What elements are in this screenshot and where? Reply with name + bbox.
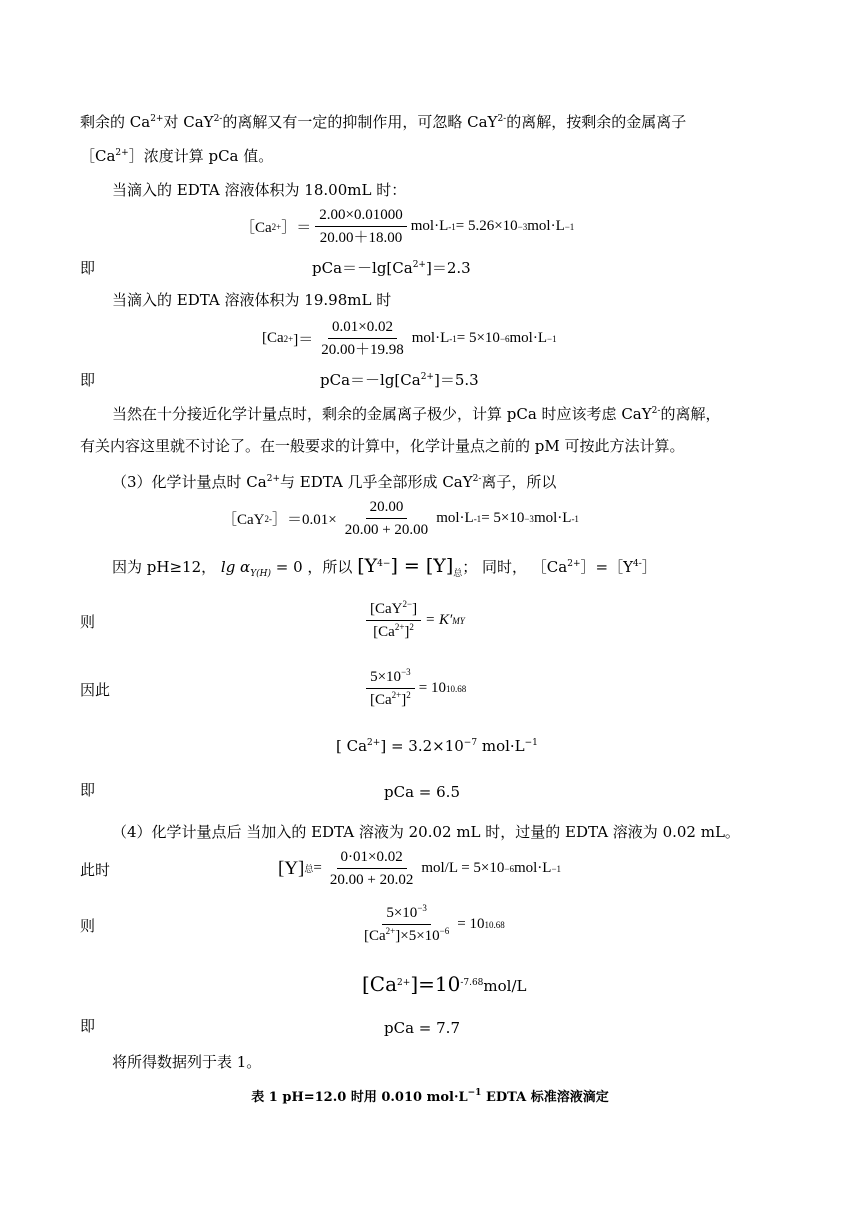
equation: pCa = 7.7 (384, 1019, 460, 1037)
text: = 5×10 (481, 510, 525, 526)
text: mol/L (483, 977, 527, 995)
fraction (317, 318, 408, 359)
superscript: −1 (467, 1088, 482, 1098)
fraction (315, 206, 406, 247)
numerator: 0·01×0.02 (337, 848, 407, 869)
equation (336, 736, 538, 756)
equation: ［CaY 2- ］＝0.01× $\frac{20.00}{20.00 + 20.00}$ mol·L -1 = 5×10 −3 mol·L -1 (222, 499, 579, 538)
superscript: 2+ (367, 738, 381, 748)
text: ] = 3.2×10 (380, 737, 464, 755)
numerator (382, 904, 431, 925)
superscript: 2+ (266, 474, 281, 484)
text: [Ca (364, 928, 386, 944)
text: mol·L (436, 510, 474, 526)
denominator (360, 925, 453, 945)
text: [Ca (373, 624, 395, 640)
superscript: 2 (406, 690, 411, 700)
text: = (313, 860, 322, 876)
text: [Ca (362, 972, 398, 996)
text: ] (412, 601, 418, 617)
denominator (369, 621, 418, 641)
equation: ［Ca 2+ ］＝ $\frac{2.00\times 0.01000}{20.00+18.00}$ mol·L -1 = 5.26×10 −3 mol·L −1 (240, 207, 575, 246)
numerator: 2.00×0.01000 (315, 206, 406, 227)
text: （3）化学计量点时 Ca (112, 473, 267, 491)
text: pCa＝－lg[Ca (312, 259, 413, 277)
superscript: −3 (401, 667, 411, 677)
fraction (326, 848, 417, 889)
text: 剩余的 Ca (80, 113, 151, 131)
superscript: 2+ (420, 372, 434, 382)
equation: pCa = 6.5 (384, 783, 460, 801)
text: 对 CaY (163, 113, 214, 131)
text: = 5.26×10 (455, 218, 518, 234)
text: mol·L (411, 330, 450, 346)
text: EDTA 标准溶液滴定 (481, 1090, 609, 1105)
text: ]×5×10 (395, 928, 440, 944)
text: ］ (641, 558, 657, 576)
text: mol·L (527, 218, 565, 234)
superscript: 2- (472, 474, 482, 484)
superscript: 2+ (412, 260, 426, 270)
superscript: 4- (632, 559, 642, 569)
label: 即 (80, 1017, 96, 1035)
superscript: 2+ (391, 690, 402, 700)
text: mol/L = 5×10 (421, 860, 505, 876)
subscript: 总 (453, 569, 463, 579)
paragraph-line (80, 112, 686, 132)
equation (312, 258, 471, 278)
text: ]＝5.3 (433, 371, 479, 389)
step-intro: 当滴入的 EDTA 溶液体积为 19.98mL 时 (112, 291, 392, 309)
text: ] (401, 692, 407, 708)
equation: [Ca 2+ ]＝ $\frac{0.01\times 0.02}{20.00+19.98}$ mol·L -1 = 5×10 −6 mol·L −1 (262, 319, 557, 358)
text: [Y] (278, 857, 305, 879)
equation (362, 972, 527, 998)
label: 因此 (80, 681, 111, 699)
text: ］=［Y (580, 558, 633, 576)
text: = K′ (425, 612, 453, 628)
text: 当然在十分接近化学计量点时，剩余的金属离子极少，计算 pCa 时应该考虑 CaY (112, 405, 652, 423)
paragraph-line (112, 404, 720, 424)
label: 则 (80, 917, 96, 935)
text: 的离解又有一定的抑制作用，可忽略 CaY (222, 113, 498, 131)
paragraph-line (80, 146, 273, 166)
denominator: 20.00＋18.00 (319, 230, 403, 246)
equation (320, 370, 479, 390)
closing-sentence: 将所得数据列于表 1。 (112, 1053, 262, 1071)
superscript: 2 (409, 622, 414, 632)
label: 即 (80, 371, 96, 389)
superscript: 2+ (150, 114, 164, 124)
text: ] (404, 624, 410, 640)
text: [CaY (370, 601, 403, 617)
label: 即 (80, 781, 96, 799)
superscript: 2- (213, 114, 223, 124)
numerator: 20.00 (366, 498, 408, 519)
text: mol·L (477, 737, 525, 755)
fraction (366, 668, 415, 709)
superscript: −1 (524, 738, 538, 748)
text: mol·L (509, 330, 548, 346)
text: ［Ca (80, 147, 116, 165)
text: ； 同时， ［Ca (462, 558, 568, 576)
text: ］＝0.01× (272, 512, 337, 528)
equation: $\frac{[CaY^{2-}]}{[Ca^{2+}]^2}$ = K′ MY (362, 600, 465, 641)
text: pCa＝－lg[Ca (320, 371, 421, 389)
equation: [Y] 总 = $\frac{0\cdot 01\times 0.02}{20.00 + 20.02}$ mol/L = 5×10 −6 mol·L −1 (278, 849, 562, 888)
equation: $\frac{5\times 10^{-3}}{[Ca^{2+}]\times 5\times 10^{-6}}$ = 10 10.68 (356, 904, 505, 945)
superscript: 2+ (394, 622, 405, 632)
text: = 10 (418, 680, 446, 696)
text: 的离解， (660, 405, 721, 423)
label: 此时 (80, 861, 111, 879)
text: mol·L (513, 860, 552, 876)
text: ] = [Y] (390, 555, 454, 577)
text: = 5×10 (456, 330, 500, 346)
denominator: 20.00＋19.98 (321, 342, 404, 358)
text: [ Ca (336, 737, 368, 755)
equation: $\frac{5\times 10^{-3}}{[Ca^{2+}]^2}$ = 10 10.68 (362, 668, 466, 709)
superscript: 2- (651, 406, 661, 416)
text: ［CaY (222, 512, 265, 528)
superscript: 2− (402, 599, 413, 609)
superscript: −7 (463, 738, 478, 748)
superscript: −3 (417, 903, 427, 913)
text: ]=10 (410, 972, 461, 996)
text: 与 EDTA 几乎全部形成 CaY (280, 473, 473, 491)
step-intro: （4）化学计量点后 当加入的 EDTA 溶液为 20.02 mL 时，过量的 EDTA 溶液为 0.02 mL。 (112, 823, 740, 841)
text: mol·L (533, 510, 572, 526)
superscript: 2+ (397, 978, 411, 988)
numerator (366, 668, 415, 689)
numerator (366, 600, 421, 621)
label: 即 (80, 259, 96, 277)
paragraph-line (112, 556, 657, 577)
text: mol·L (410, 218, 449, 234)
superscript: -7.68 (460, 978, 484, 988)
denominator: 20.00 + 20.00 (344, 522, 429, 538)
superscript: 2+ (567, 559, 581, 569)
text: [Ca (262, 330, 284, 346)
text: 的离解，按剩余的金属离子 (506, 113, 687, 131)
text: ]＝ (293, 332, 314, 348)
text: lg α (220, 558, 251, 576)
text: 5×10 (386, 905, 418, 921)
text: = 10 (457, 916, 485, 932)
superscript: 2+ (385, 926, 396, 936)
text: 5×10 (370, 669, 402, 685)
numerator: 0.01×0.02 (328, 318, 397, 339)
subscript: Y(H) (250, 569, 271, 579)
superscript: 2- (497, 114, 507, 124)
table-caption (0, 1086, 860, 1105)
label: 则 (80, 613, 96, 631)
text: 因为 pH≥12， (112, 558, 217, 576)
superscript: 4− (377, 559, 391, 569)
text: = 0 ，所以 (271, 558, 353, 576)
text: 离子，所以 (481, 473, 557, 491)
paragraph-line: 有关内容这里就不讨论了。在一般要求的计算中，化学计量点之前的 pM 可按此方法计算。 (80, 437, 685, 455)
denominator: 20.00 + 20.02 (329, 872, 414, 888)
text: ］＝ (281, 220, 312, 236)
superscript: −6 (439, 926, 450, 936)
step-intro (112, 472, 556, 492)
text: ］浓度计算 pCa 值。 (128, 147, 274, 165)
text: [Y (357, 555, 378, 577)
fraction (341, 498, 432, 539)
step-intro: 当滴入的 EDTA 溶液体积为 18.00mL 时： (112, 181, 407, 199)
text: 表 1 pH=12.0 时用 0.010 mol·L (251, 1090, 468, 1105)
text: ]＝2.3 (425, 259, 471, 277)
superscript: 2+ (115, 148, 129, 158)
fraction (366, 600, 421, 641)
fraction (360, 904, 453, 945)
denominator (366, 689, 415, 709)
text: ［Ca (240, 220, 272, 236)
text: [Ca (370, 692, 392, 708)
